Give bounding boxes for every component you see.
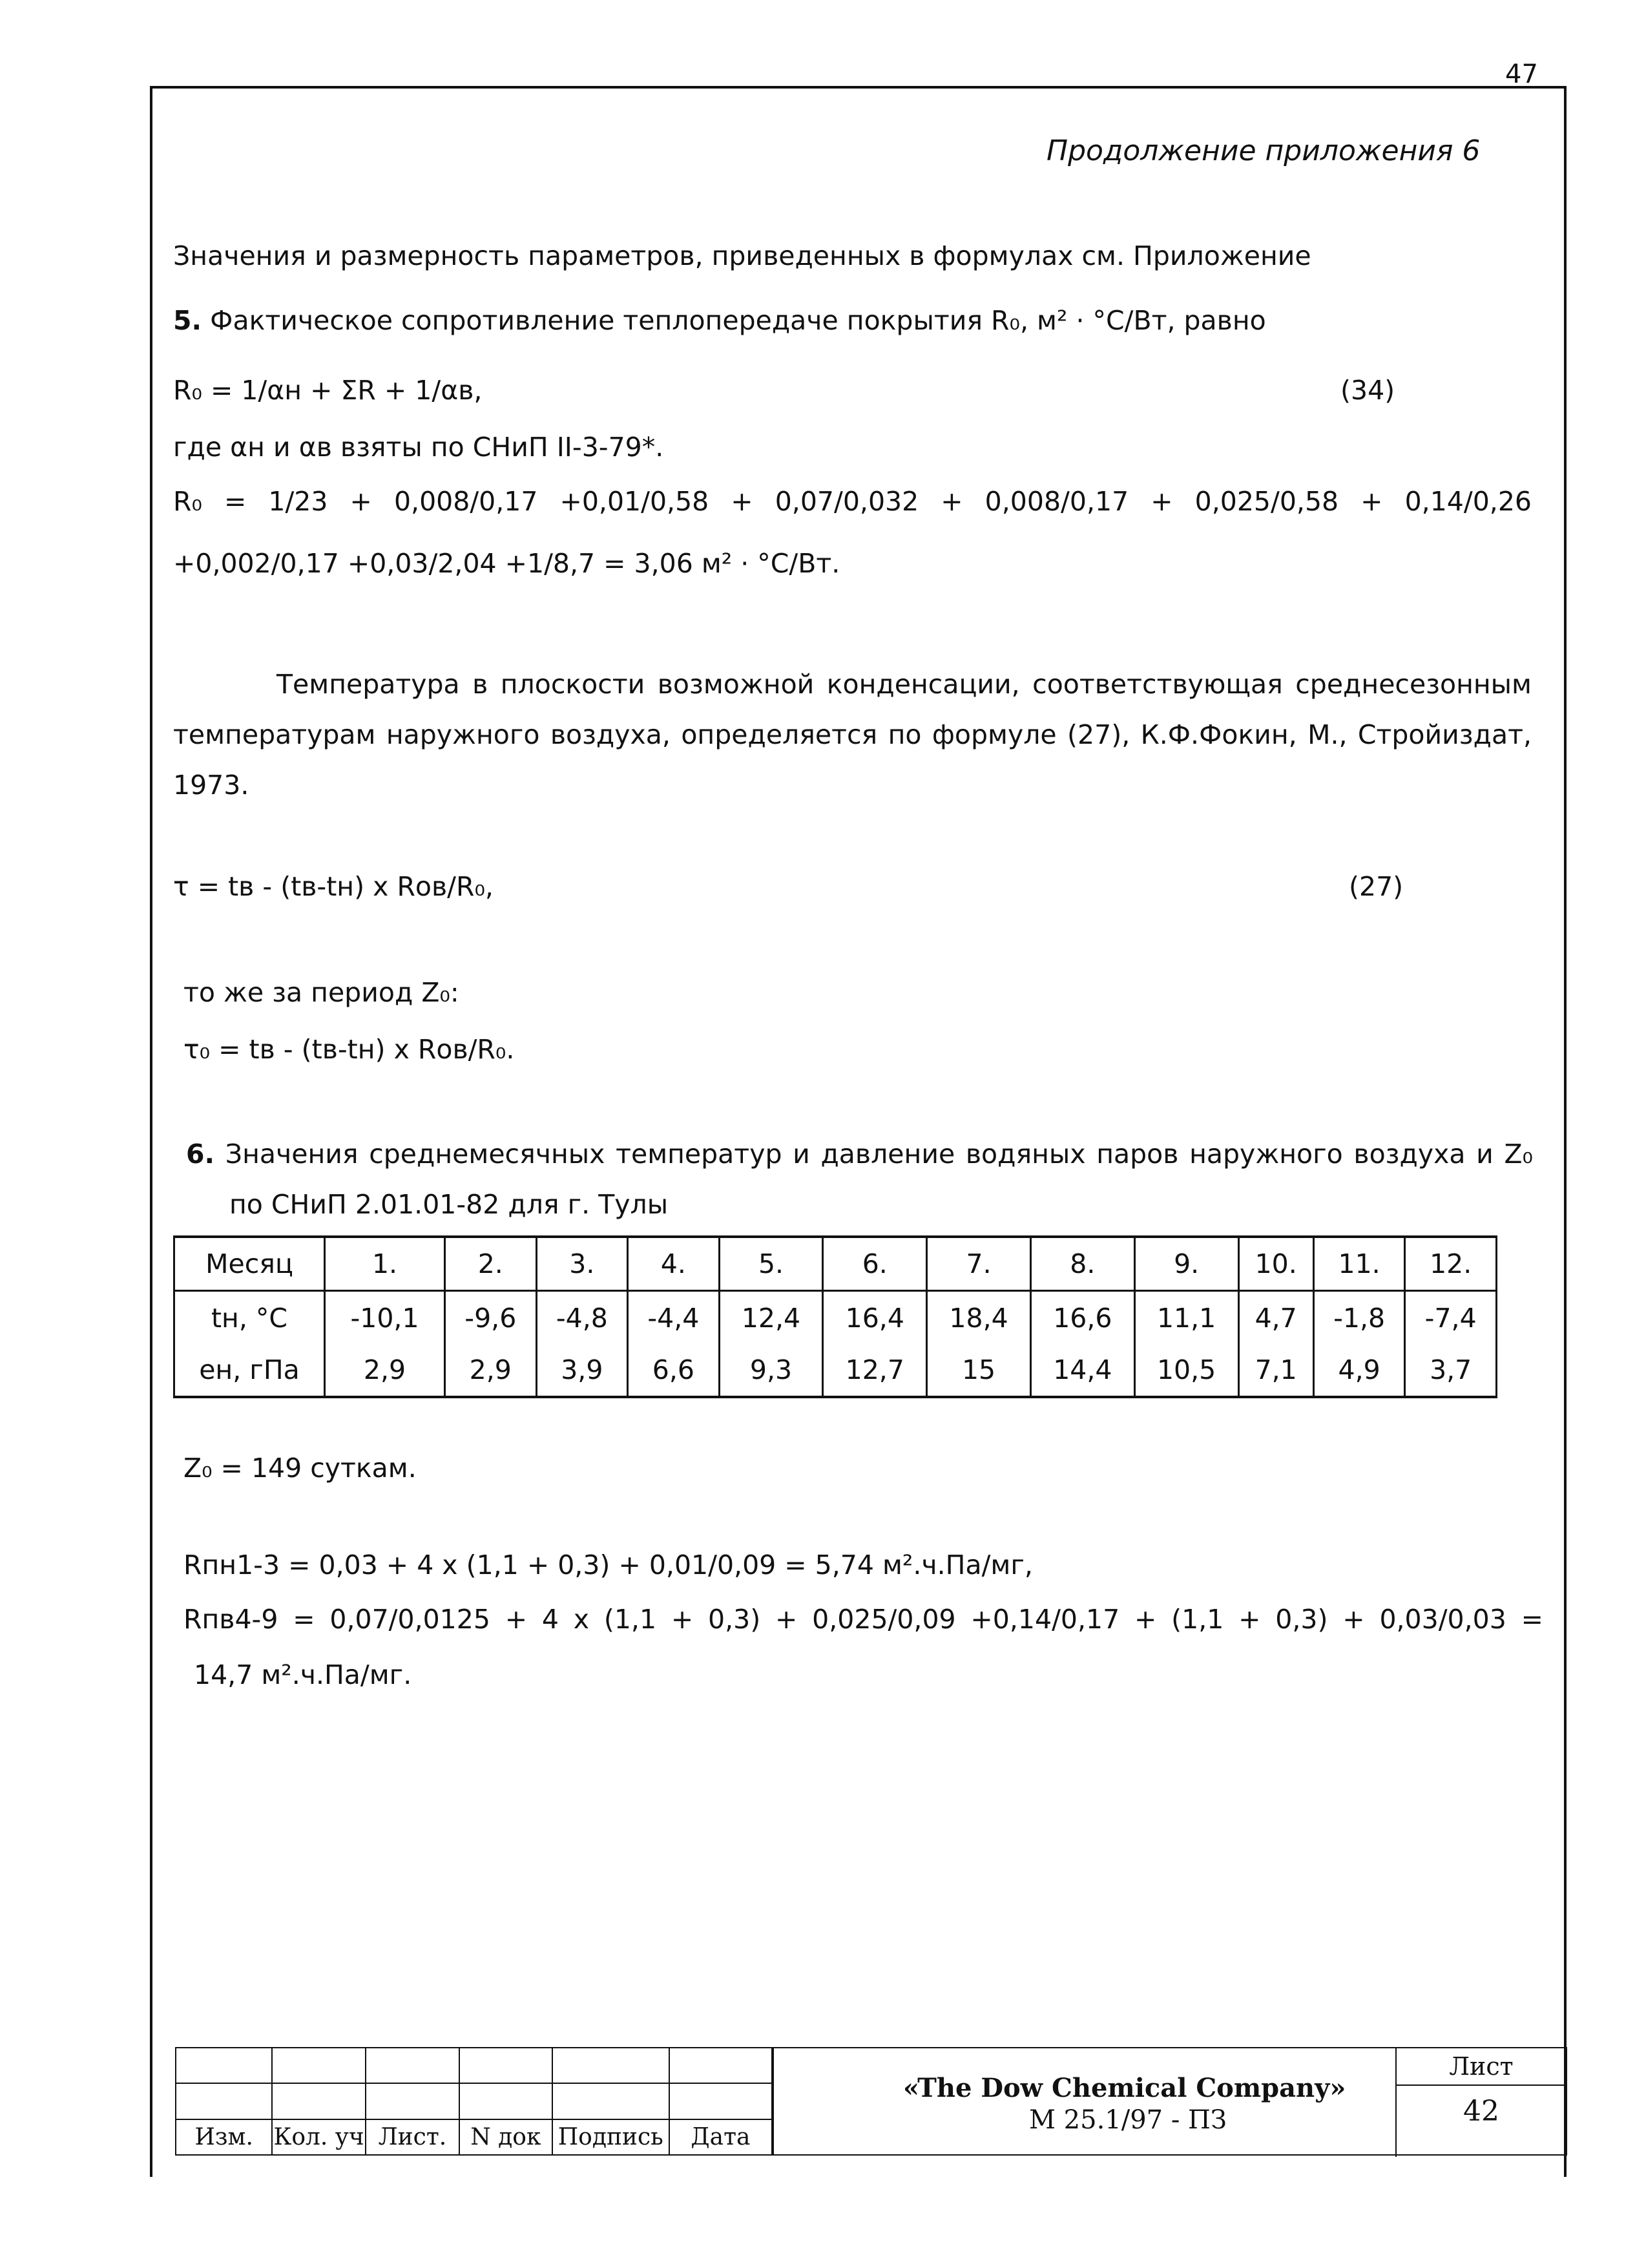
table-cell: 16,6 xyxy=(1030,1291,1134,1344)
table-header-cell: 7. xyxy=(927,1237,1031,1291)
table-cell: 12,4 xyxy=(719,1291,823,1344)
stamp-column-label: N док xyxy=(459,2119,552,2155)
item6-line2: по СНиП 2.01.01-82 для г. Тулы xyxy=(229,1189,669,1220)
climate-table xyxy=(173,1235,1497,1398)
item5-text: Фактическое сопротивление теплопередаче покрытия R₀, м² · °C/Вт, равно xyxy=(210,305,1266,336)
formula-27: τ = tв - (tв-tн) x Rов/R₀, xyxy=(173,871,494,902)
stamp-cell xyxy=(176,2083,272,2119)
revision-header-row xyxy=(176,2119,772,2155)
table-cell: -4,4 xyxy=(628,1291,720,1344)
table-cell: 11,1 xyxy=(1134,1291,1238,1344)
rpn-line2 xyxy=(183,1604,1543,1635)
table-header-cell: 8. xyxy=(1030,1237,1134,1291)
formula-34-number: (34) xyxy=(1340,375,1395,406)
table-header-cell: 3. xyxy=(536,1237,628,1291)
table-cell: 9,3 xyxy=(719,1344,823,1397)
z0-value: Z₀ = 149 суткам. xyxy=(183,1453,417,1484)
document-code: М 25.1/97 - ПЗ xyxy=(1029,2105,1227,2135)
table-header-cell: 11. xyxy=(1313,1237,1405,1291)
r0-calc-line1-text: R₀ = 1/23 + 0,008/0,17 +0,01/0,58 + 0,07/0,032 + 0,008/0,17 + 0,025/0,58 + 0,14/0,26 xyxy=(173,486,1532,517)
stamp-column-label: Изм. xyxy=(176,2119,272,2155)
title-block xyxy=(175,2047,1564,2156)
intro-line: Значения и размерность параметров, приведенных в формулах см. Приложение xyxy=(173,240,1311,271)
rpn-line3: 14,7 м².ч.Па/мг. xyxy=(194,1659,412,1690)
formula-34-note: где αн и αв взяты по СНиП II-3-79*. xyxy=(173,432,664,463)
table-cell: 2,9 xyxy=(445,1344,537,1397)
item6-title: Значения среднемесячных температур и давление водяных паров наружного воздуха и Z₀ xyxy=(225,1139,1533,1170)
stamp-cell xyxy=(366,2048,459,2083)
temperature-paragraph: Температура в плоскости возможной конденсации, соответствующая среднесезонным температурам наружного воздуха, определяется по формуле (27), К.Ф.Фокин, М., Стройиздат, 1973. xyxy=(173,669,1532,801)
table-cell: 3,7 xyxy=(1405,1344,1497,1397)
item6-number: 6. xyxy=(186,1139,215,1170)
r0-calc-line2: +0,002/0,17 +0,03/2,04 +1/8,7 = 3,06 м² · °C/Вт. xyxy=(173,548,840,579)
formula-34: R₀ = 1/αн + ΣR + 1/αв, xyxy=(173,375,483,406)
table-cell: 6,6 xyxy=(628,1344,720,1397)
revision-row xyxy=(176,2083,772,2119)
table-header-cell: 4. xyxy=(628,1237,720,1291)
table-cell: -1,8 xyxy=(1313,1291,1405,1344)
table-header-cell: 5. xyxy=(719,1237,823,1291)
stamp-cell xyxy=(366,2083,459,2119)
table-cell: 3,9 xyxy=(536,1344,628,1397)
table-cell: 12,7 xyxy=(823,1344,927,1397)
stamp-column-label: Подпись xyxy=(552,2119,669,2155)
formula-27-number: (27) xyxy=(1349,871,1404,902)
stamp-cell xyxy=(272,2048,365,2083)
table-cell: 10,5 xyxy=(1134,1344,1238,1397)
page-number: 47 xyxy=(1505,59,1538,89)
stamp-cell xyxy=(459,2048,552,2083)
company-name: «The Dow Chemical Company» xyxy=(903,2073,1346,2103)
sheet-box xyxy=(1395,2048,1566,2157)
table-cell: 16,4 xyxy=(823,1291,927,1344)
table-row-label: tн, °C xyxy=(174,1291,325,1344)
rpn-line2-text: Rпв4-9 = 0,07/0,0125 + 4 x (1,1 + 0,3) + 0,025/0,09 +0,14/0,17 + (1,1 + 0,3) + 0,03/0,03 = xyxy=(183,1604,1543,1635)
stamp-cell xyxy=(272,2083,365,2119)
stamp-column-label: Дата xyxy=(669,2119,772,2155)
table-cell: 4,7 xyxy=(1238,1291,1313,1344)
r0-calc-line1 xyxy=(173,486,1532,518)
appendix-header: Продолжение приложения 6 xyxy=(1047,134,1481,167)
stamp-cell xyxy=(669,2083,772,2119)
table-header-cell: 1. xyxy=(325,1237,445,1291)
item5-number: 5. xyxy=(173,305,202,336)
table-header-cell: 9. xyxy=(1134,1237,1238,1291)
period-formula: τ₀ = tв - (tв-tн) x Rов/R₀. xyxy=(183,1034,515,1065)
table-header-cell: 2. xyxy=(445,1237,537,1291)
table-cell: 7,1 xyxy=(1238,1344,1313,1397)
revision-row xyxy=(176,2048,772,2083)
revision-grid xyxy=(175,2047,773,2156)
stamp-column-label: Лист. xyxy=(366,2119,459,2155)
stamp-cell xyxy=(552,2083,669,2119)
rpn-line1: Rпн1-3 = 0,03 + 4 x (1,1 + 0,3) + 0,01/0,09 = 5,74 м².ч.Па/мг, xyxy=(183,1549,1033,1580)
table-header-cell: Месяц xyxy=(174,1237,325,1291)
item5 xyxy=(173,305,1266,337)
table-cell: -10,1 xyxy=(325,1291,445,1344)
table-header-cell: 10. xyxy=(1238,1237,1313,1291)
company-block xyxy=(773,2047,1567,2156)
stamp-cell xyxy=(176,2048,272,2083)
sheet-number: 42 xyxy=(1463,2095,1499,2128)
stamp-cell xyxy=(459,2083,552,2119)
table-cell: 15 xyxy=(927,1344,1031,1397)
table-cell: -4,8 xyxy=(536,1291,628,1344)
table-header-cell: 12. xyxy=(1405,1237,1497,1291)
item6-line1 xyxy=(186,1139,1533,1170)
stamp-column-label: Кол. уч xyxy=(272,2119,365,2155)
table-cell: -7,4 xyxy=(1405,1291,1497,1344)
table-header-cell: 6. xyxy=(823,1237,927,1291)
table-cell: 2,9 xyxy=(325,1344,445,1397)
table-cell: -9,6 xyxy=(445,1291,537,1344)
stamp-cell xyxy=(669,2048,772,2083)
table-row xyxy=(174,1291,1497,1344)
table-cell: 18,4 xyxy=(927,1291,1031,1344)
table-header-row xyxy=(174,1237,1497,1291)
table-row-label: eн, гПа xyxy=(174,1344,325,1397)
item6-line1-text xyxy=(186,1139,1533,1170)
table-cell: 14,4 xyxy=(1030,1344,1134,1397)
sheet-label: Лист xyxy=(1397,2048,1566,2086)
table-cell: 4,9 xyxy=(1313,1344,1405,1397)
table-row xyxy=(174,1344,1497,1397)
period-label: то же за период Z₀: xyxy=(183,977,459,1008)
stamp-cell xyxy=(552,2048,669,2083)
